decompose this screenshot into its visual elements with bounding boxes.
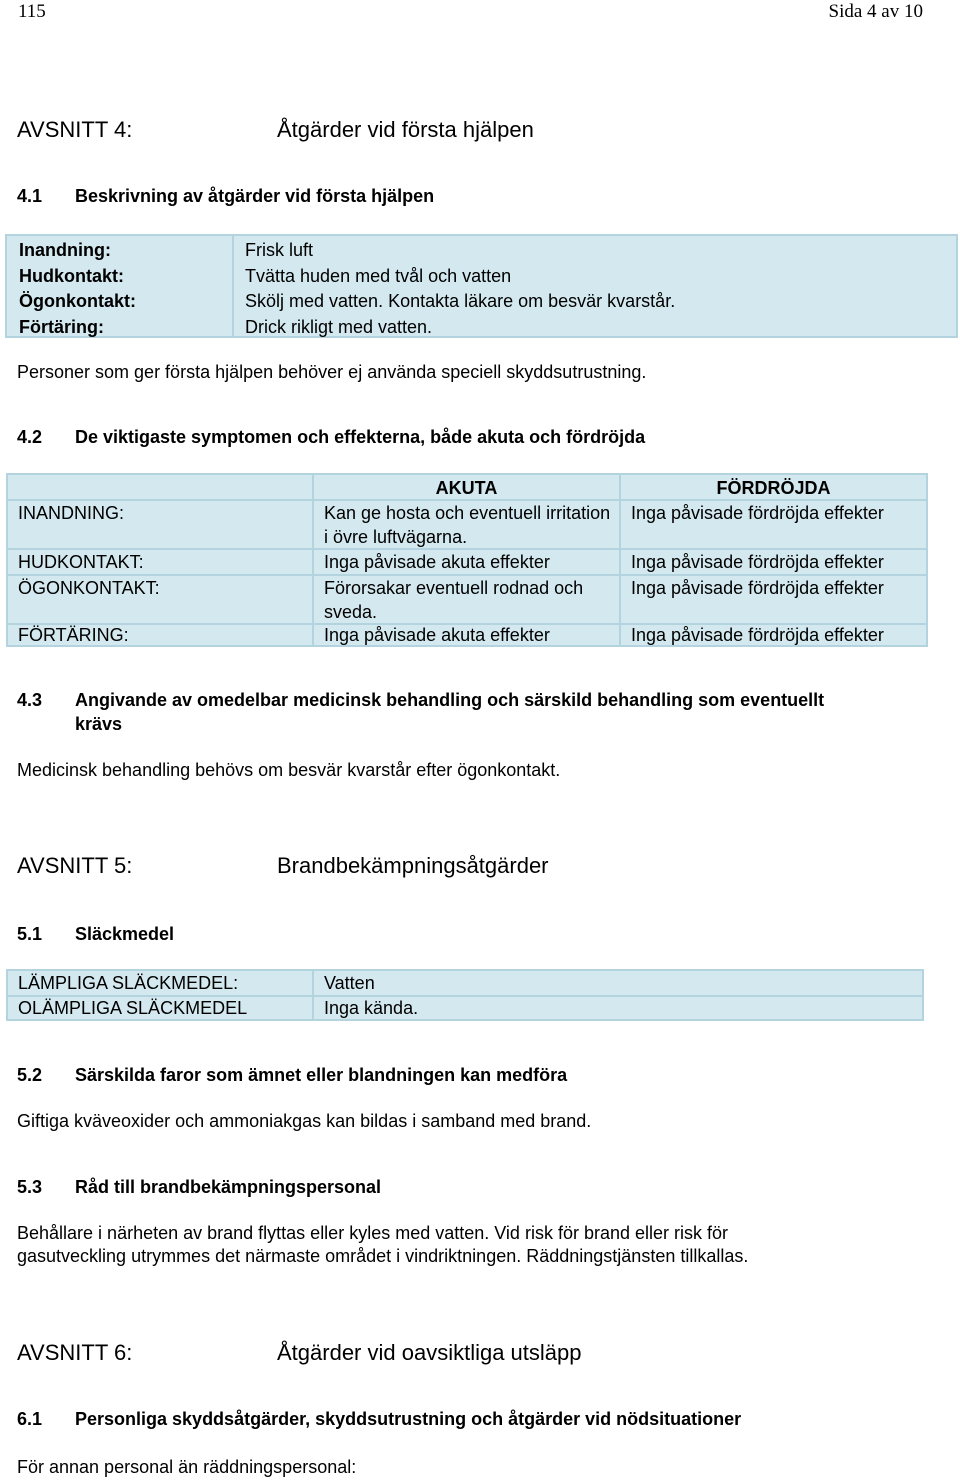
- subsection-4-2-title: De viktigaste symptomen och effekterna, både akuta och fördröjda: [75, 427, 646, 447]
- delayed-effect: Inga påvisade fördröjda effekter: [631, 625, 884, 645]
- subsection-4-2-number: 4.2: [17, 427, 43, 447]
- subsection-5-2-text: Giftiga kväveoxider och ammoniakgas kan bildas i samband med brand.: [17, 1111, 592, 1131]
- subsection-6-1-title: Personliga skyddsåtgärder, skyddsutrustning och åtgärder vid nödsituationer: [75, 1409, 742, 1429]
- subsection-4-1-number: 4.1: [17, 186, 43, 206]
- extinguish-label: OLÄMPLIGA SLÄCKMEDEL: [18, 998, 248, 1018]
- route-label: Inandning:: [19, 240, 111, 260]
- page-number: 115: [18, 1, 46, 22]
- symptoms-row: [8, 501, 926, 550]
- subsection-5-3-text-line2: gasutveckling utrymmes det närmaste området i vindriktningen. Räddningstjänsten tillkallas.: [17, 1246, 749, 1266]
- symptoms-row: [8, 550, 926, 576]
- subsection-5-1-title: Släckmedel: [75, 924, 175, 944]
- section-6-label: AVSNITT 6:: [17, 1340, 133, 1365]
- subsection-5-2-title: Särskilda faror som ämnet eller blandningen kan medföra: [75, 1065, 568, 1085]
- section-5-label: AVSNITT 5:: [17, 853, 133, 878]
- extinguish-label: LÄMPLIGA SLÄCKMEDEL:: [18, 973, 239, 993]
- symptoms-row: [8, 576, 926, 625]
- route-label: HUDKONTAKT:: [18, 552, 144, 572]
- first-aid-table: [5, 234, 958, 338]
- acute-effect: Inga påvisade akuta effekter: [324, 625, 550, 645]
- section-4-title: Åtgärder vid första hjälpen: [277, 117, 534, 142]
- subsection-4-1-title: Beskrivning av åtgärder vid första hjälpen: [75, 186, 435, 206]
- subsection-4-3-title-line1: Angivande av omedelbar medicinsk behandling och särskild behandling som eventuellt: [75, 690, 825, 710]
- section-4-label: AVSNITT 4:: [17, 117, 133, 142]
- route-label: FÖRTÄRING:: [18, 625, 129, 645]
- extinguish-value: Inga kända.: [324, 998, 419, 1018]
- symptoms-row: [8, 625, 926, 647]
- section-5-title: Brandbekämpningsåtgärder: [277, 853, 549, 878]
- subsection-6-1-number: 6.1: [17, 1409, 43, 1429]
- first-aid-action: Drick rikligt med vatten.: [245, 316, 433, 337]
- first-aid-actions: [245, 238, 675, 340]
- subsection-5-3-text-line1: Behållare i närheten av brand flyttas eller kyles med vatten. Vid risk för brand eller risk för: [17, 1223, 728, 1243]
- acute-effect: Förorsakar eventuell rodnad och sveda.: [324, 578, 584, 622]
- subsection-5-3-title: Råd till brandbekämpningspersonal: [75, 1177, 382, 1197]
- column-header-delayed: FÖRDRÖJDA: [716, 478, 831, 498]
- route-label: Ögonkontakt:: [19, 291, 136, 311]
- ppe-note: Personer som ger första hjälpen behöver ej använda speciell skyddsutrustning.: [17, 362, 647, 382]
- symptoms-header-row: [8, 475, 926, 501]
- subsection-5-3-number: 5.3: [17, 1177, 43, 1197]
- subsection-6-1-text: För annan personal än räddningspersonal:: [17, 1457, 357, 1477]
- first-aid-action: Skölj med vatten. Kontakta läkare om besvär kvarstår.: [245, 291, 676, 311]
- delayed-effect: Inga påvisade fördröjda effekter: [631, 552, 884, 572]
- extinguish-row: [8, 971, 922, 997]
- acute-effect: Kan ge hosta och eventuell irritation i övre luftvägarna.: [324, 503, 611, 547]
- subsection-4-3-text: Medicinsk behandling behövs om besvär kvarstår efter ögonkontakt.: [17, 760, 561, 780]
- first-aid-routes: [19, 238, 136, 340]
- route-label: Förtäring:: [19, 316, 104, 337]
- subsection-5-1-number: 5.1: [17, 924, 43, 944]
- delayed-effect: Inga påvisade fördröjda effekter: [631, 578, 884, 598]
- subsection-4-3-number: 4.3: [17, 690, 43, 710]
- symptoms-table: [6, 473, 928, 647]
- subsection-5-2-number: 5.2: [17, 1065, 43, 1085]
- route-label: ÖGONKONTAKT:: [18, 578, 160, 598]
- extinguishing-media-table: [6, 969, 924, 1021]
- subsection-4-3-title-line2: krävs: [75, 714, 123, 734]
- route-label: Hudkontakt:: [19, 265, 124, 286]
- section-6-title: Åtgärder vid oavsiktliga utsläpp: [277, 1340, 582, 1365]
- column-header-acute: AKUTA: [435, 478, 498, 498]
- delayed-effect: Inga påvisade fördröjda effekter: [631, 503, 884, 523]
- first-aid-action: Tvätta huden med tvål och vatten: [245, 265, 512, 286]
- extinguish-value: Vatten: [324, 973, 375, 993]
- acute-effect: Inga påvisade akuta effekter: [324, 552, 550, 572]
- extinguish-row: [8, 997, 922, 1021]
- page-indicator: Sida 4 av 10: [828, 1, 923, 22]
- route-label: INANDNING:: [18, 503, 125, 523]
- first-aid-action: Frisk luft: [245, 240, 314, 260]
